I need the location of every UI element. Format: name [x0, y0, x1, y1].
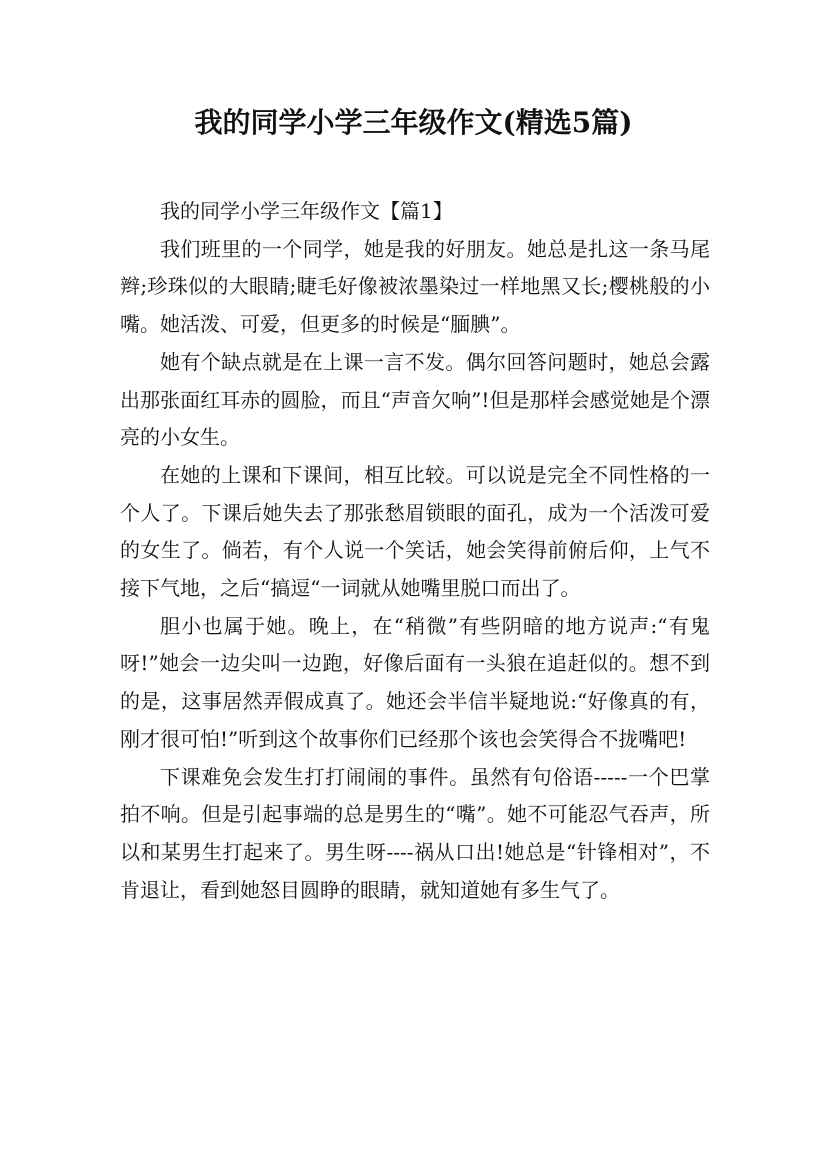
paragraph-2: 她有个缺点就是在上课一言不发。偶尔回答问题时，她总会露出那张面红耳赤的圆脸，而且“声音欠响”!但是那样会感觉她是个漂亮的小女生。 — [120, 349, 710, 450]
section-heading: 我的同学小学三年级作文【篇1】 — [160, 199, 453, 223]
paragraph-3: 在她的上课和下课间，相互比较。可以说是完全不同性格的一个人了。下课后她失去了那张愁眉锁眼的面孔，成为一个活泼可爱的女生了。倘若，有个人说一个笑话，她会笑得前俯后仰，上气不接下气地，之后“搞逗“一词就从她嘴里脱口而出了。 — [120, 462, 710, 601]
document-title: 我的同学小学三年级作文(精选5篇) — [194, 106, 633, 139]
document-body — [120, 193, 710, 909]
paragraph-5: 下课难免会发生打打闹闹的事件。虽然有句俗语-----一个巴掌拍不响。但是引起事端的总是男生的“嘴”。她不可能忍气吞声，所以和某男生打起来了。男生呀----祸从口出!她总是“针锋相对”，不肯退让，看到她怒目圆睁的眼睛，就知道她有多生气了。 — [120, 764, 710, 902]
paragraph-1: 我们班里的一个同学，她是我的好朋友。她总是扎这一条马尾辫;珍珠似的大眼睛;睫毛好像被浓墨染过一样地黑又长;樱桃般的小嘴。她活泼、可爱，但更多的时候是“腼腆”。 — [120, 236, 710, 337]
paragraph-4: 胆小也属于她。晚上，在“稍微”有些阴暗的地方说声:“有鬼呀!”她会一边尖叫一边跑，好像后面有一头狼在追赶似的。想不到的是，这事居然弄假成真了。她还会半信半疑地说:“好像真的有，刚才很可怕!”听到这个故事你们已经那个该也会笑得合不拢嘴吧! — [120, 613, 710, 751]
